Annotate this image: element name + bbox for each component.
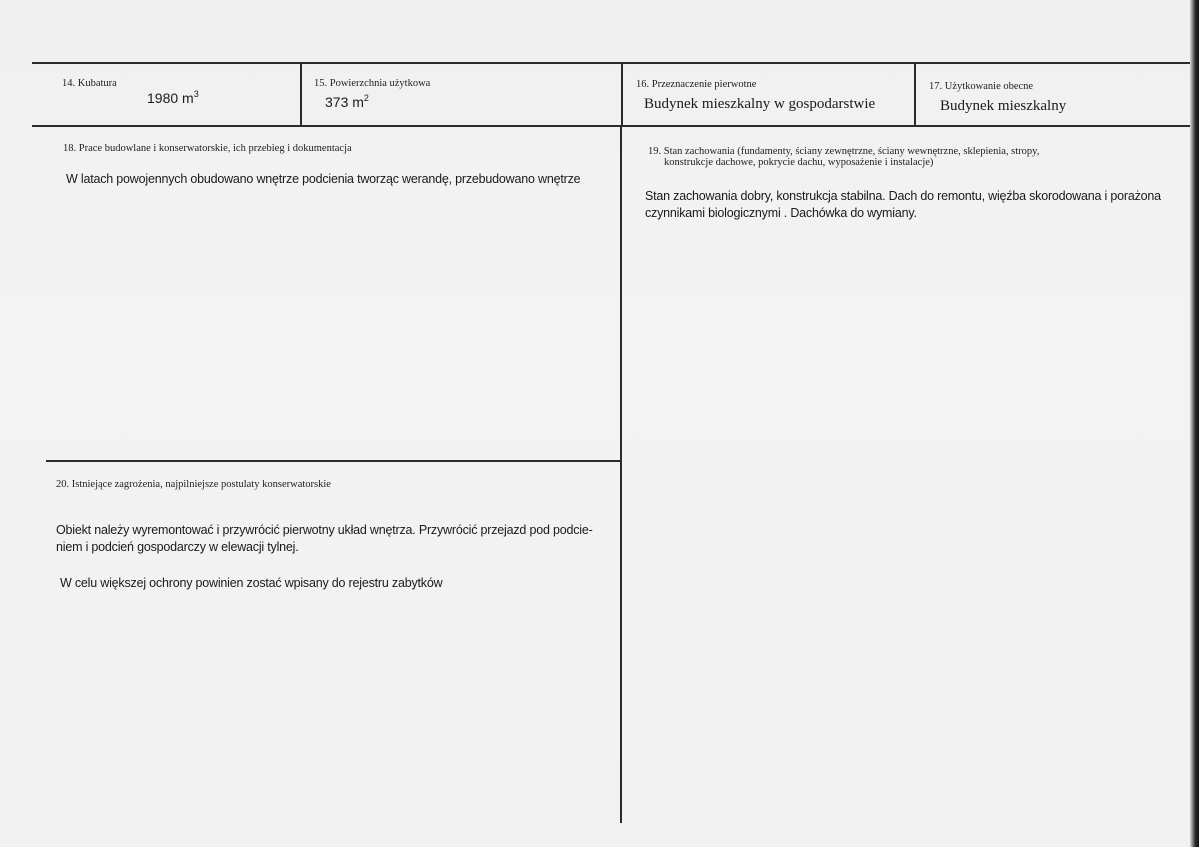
field-20-para2-line: W celu większej ochrony powinien zostać wpisany do rejestru zabytków (60, 576, 443, 590)
divider-15-16 (621, 62, 623, 127)
field-14-value (147, 90, 199, 106)
top-rule (32, 62, 1190, 64)
field-18-label: 18. Prace budowlane i konserwatorskie, ich przebieg i dokumentacja (63, 143, 352, 154)
field-19-text-line2: czynnikami biologicznymi . Dachówka do wymiany. (645, 206, 917, 220)
field-14-value-text: 1980 m (147, 90, 194, 106)
field-18-text (66, 171, 580, 188)
section-18-20-rule (46, 460, 621, 462)
divider-14-15 (300, 62, 302, 127)
main-vertical-divider (620, 126, 622, 823)
field-16-value: Budynek mieszkalny w gospodarstwie (644, 96, 876, 112)
field-14-label: 14. Kubatura (62, 78, 117, 89)
field-15-value-text: 373 m (325, 94, 364, 110)
field-15-unit-sup: 2 (363, 93, 369, 103)
field-18-text-line: W latach powojennych obudowano wnętrze podcienia tworząc werandę, przebudowano wnętrze (66, 172, 581, 186)
field-17-value: Budynek mieszkalny (940, 98, 1067, 114)
field-17-label: 17. Użytkowanie obecne (929, 81, 1034, 92)
divider-16-17 (914, 64, 916, 127)
field-20-para1 (56, 522, 593, 556)
field-15-value (325, 94, 369, 110)
field-20-para1-line2: niem i podcień gospodarczy w elewacji tylnej. (56, 540, 299, 554)
scan-edge-shadow (1190, 0, 1199, 847)
field-20-para1-line1: Obiekt należy wyremontować i przywrócić pierwotny układ wnętrza. Przywrócić przejazd pod podcie- (56, 523, 593, 537)
row1-bottom-rule (32, 125, 1190, 127)
field-20-label: 20. Istniejące zagrożenia, najpilniejsze postulaty konserwatorskie (56, 479, 331, 490)
field-14-unit-sup: 3 (193, 89, 199, 99)
field-16-label: 16. Przeznaczenie pierwotne (636, 79, 757, 90)
field-20-para2 (60, 575, 442, 592)
field-19-label-line1: 19. Stan zachowania (fundamenty, ściany zewnętrzne, ściany wewnętrzne, sklepienia, stropy, (648, 146, 1040, 157)
field-19-text (645, 188, 1161, 222)
field-19-text-line1: Stan zachowania dobry, konstrukcja stabilna. Dach do remontu, więźba skorodowana i porażona (645, 189, 1161, 203)
field-19-label-line2: konstrukcje dachowe, pokrycie dachu, wyposażenie i instalacje) (664, 157, 934, 168)
field-15-label: 15. Powierzchnia użytkowa (314, 78, 431, 89)
